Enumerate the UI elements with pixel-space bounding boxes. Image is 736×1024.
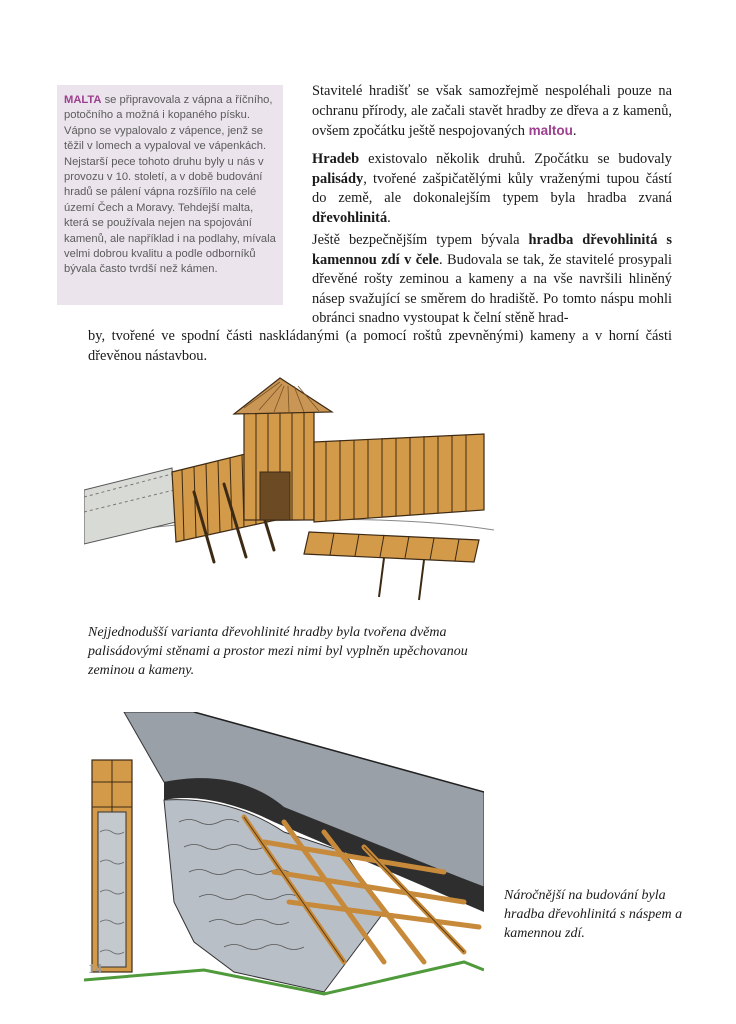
paragraph-3-continuation: by, tvořené ve spodní části naskládanými (a pomocí roštů zpevněnými) kameny a v horní části dřevěnou nástavbou. xyxy=(88,328,672,364)
page-number: 14 xyxy=(88,962,102,977)
paragraph-1: Stavitelé hradišť se však samozřejmě nespoléhali pouze na ochranu přírody, ale začali stavět hradby ze dřeva a z kamenů, ovšem zpočátku ještě nespojovaných maltou. xyxy=(312,83,672,140)
rampart-illustration xyxy=(84,712,484,1002)
palisade-illustration xyxy=(84,372,504,612)
malta-info-box xyxy=(57,85,283,305)
paragraph-3: Ještě bezpečnějším typem bývala hradba dřevohlinitá s kamennou zdí v čele. Budovala se tak, že stavitelé prosypali dřevěné rošty zeminou a kameny a na vše navršili hliněný násep svažující se směrem do hradiště. Po tomto náspu mohli obránci snadno vystoupat k čelní stěně hrad- xyxy=(312,232,672,327)
paragraph-2: Hradeb existovalo několik druhů. Zpočátku se budovaly palisády, tvořené zašpičatělými kůly vraženými tupou částí do země, ale dokonalejším typem byla hradba zvaná dřevohlinitá. xyxy=(312,151,672,226)
maltou-highlight: maltou xyxy=(528,123,573,139)
caption-rampart: Náročnější na budování byla hradba dřevohlinitá s náspem a kamennou zdí. xyxy=(504,888,683,941)
malta-text: se připravovala z vápna a říčního, potočního a možná i kopaného písku. Vápno se vypalovalo z vápence, jenž se těžil v lomech a vypaloval ve vápenkách. Nejstarší pece tohoto druhu byly u nás v provozu v 10. století, a v době budování hradů se pálení vápna rozšířilo na celé území Čech a Moravy. Tehdejší malta, která se používala nejen na spojování kamenů, ale například i na podlahy, mívala velmi dobrou kvalitu a podle odborníků bývala často tvrdší než kámen. xyxy=(64,94,276,276)
caption-palisade: Nejjednodušší varianta dřevohlinité hradby byla tvořena dvěma palisádovými stěnami a prostor mezi nimi byl vyplněn upěchovanou zeminou a kameny. xyxy=(88,625,468,678)
malta-keyword: MALTA xyxy=(64,94,102,106)
